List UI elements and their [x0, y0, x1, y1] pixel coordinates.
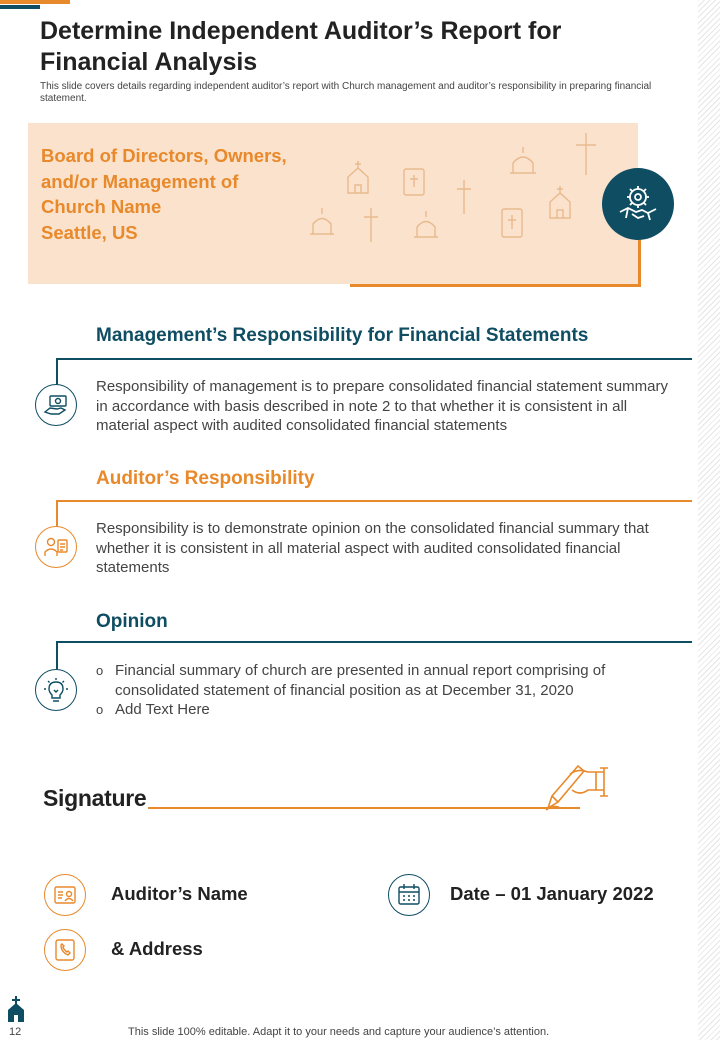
auditor-document-icon	[43, 534, 69, 560]
section-connector-management	[56, 358, 58, 386]
list-item: o Financial summary of church are presented in annual report comprising of consolidated statement of financial position as at December 31, 2020	[96, 661, 676, 700]
page-title: Determine Independent Auditor’s Report for Financial Analysis	[40, 17, 562, 76]
section-text-management: Responsibility of management is to prepare consolidated financial statement summary in accordance with basis described in note 2 to that whether it is consistent in all material aspect with audited consolidated financial statements	[96, 378, 668, 434]
address-icon-circle	[44, 929, 86, 971]
section-connector-opinion	[56, 641, 58, 669]
section-connector-auditor	[56, 500, 58, 528]
card-accent-line-horizontal	[350, 284, 641, 287]
signature-line	[148, 807, 580, 809]
report-date: Date – 01 January 2022	[450, 883, 654, 904]
section-title-opinion: Opinion	[96, 611, 168, 632]
phone-icon	[52, 937, 78, 963]
signature-label: Signature	[43, 785, 147, 811]
entity-card-title: Board of Directors, Owners, and/or Management of Church Name Seattle, US	[41, 145, 287, 243]
top-accent-teal	[0, 5, 40, 9]
section-divider-auditor	[56, 500, 692, 502]
page-number: 12	[9, 1026, 22, 1038]
hand-pen-icon	[544, 760, 614, 812]
address: & Address	[111, 938, 203, 959]
date-icon-circle	[388, 874, 430, 916]
list-item: o Add Text Here	[96, 700, 676, 720]
section-icon-management	[35, 384, 77, 426]
church-icon	[6, 996, 26, 1022]
handshake-gear-icon	[616, 182, 660, 226]
lightbulb-icon	[43, 677, 69, 703]
footer-note: This slide 100% editable. Adapt it to your needs and capture your audience’s attention.	[128, 1026, 550, 1038]
top-accent-orange	[0, 0, 70, 4]
side-hatch-decoration	[698, 0, 720, 1040]
section-icon-opinion	[35, 669, 77, 711]
auditor-name: Auditor’s Name	[111, 883, 248, 904]
section-icon-auditor	[35, 526, 77, 568]
opinion-bullet-list	[96, 661, 676, 720]
money-hand-icon	[43, 392, 69, 418]
section-divider-management	[56, 358, 692, 360]
page-subtitle: This slide covers details regarding independent auditor’s report with Church management and auditor’s responsibility in preparing financial statement.	[40, 81, 652, 104]
section-title-management: Management’s Responsibility for Financial Statements	[96, 325, 589, 346]
section-title-auditor: Auditor’s Responsibility	[96, 468, 315, 489]
handshake-gear-badge	[602, 168, 674, 240]
church-pattern-icon	[300, 125, 620, 255]
section-text-auditor: Responsibility is to demonstrate opinion on the consolidated financial summary that whether it is consistent in all material aspect with audited consolidated financial statements	[96, 520, 649, 576]
section-divider-opinion	[56, 641, 692, 643]
auditor-name-icon-circle	[44, 874, 86, 916]
calendar-icon	[396, 882, 422, 908]
id-card-icon	[52, 882, 78, 908]
